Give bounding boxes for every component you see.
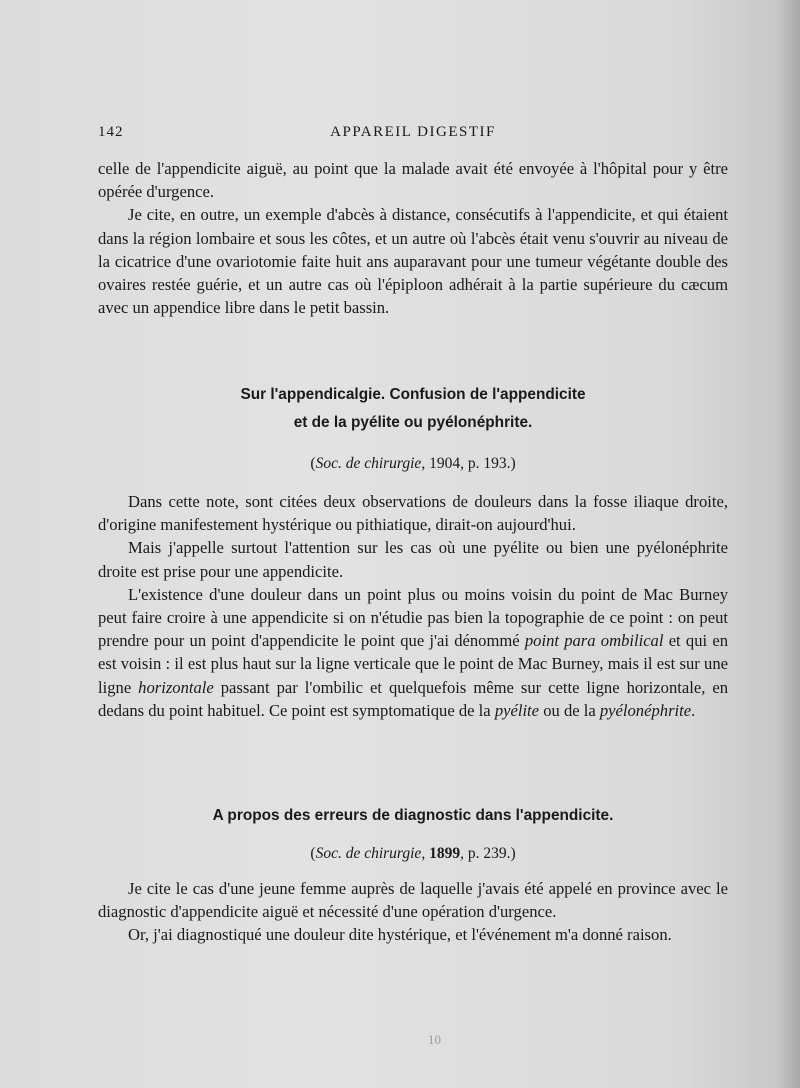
paragraph: Je cite le cas d'une jeune femme auprès de laquelle j'avais été appelé en province avec le diagnostic d'appendicite aiguë et nécessité d'une opération d'urgence. xyxy=(98,879,728,922)
section-1-text xyxy=(98,157,728,319)
paragraph: Mais j'appelle surtout l'attention sur les cas où une pyélite ou bien une pyélonéphrite droite est prise pour une appendicite. xyxy=(98,538,728,581)
citation xyxy=(98,455,728,473)
footer-mark: 10 xyxy=(428,1032,441,1047)
paragraph: Dans cette note, sont citées deux observations de douleurs dans la fosse iliaque droite, d'origine manifestement hystérique ou pithiatique, dirait-on aujourd'hui. xyxy=(98,492,728,535)
paragraph: celle de l'appendicite aiguë, au point que la malade avait été envoyée à l'hôpital pour y être opérée d'urgence. xyxy=(98,159,728,202)
heading-line-1: Sur l'appendicalgie. Confusion de l'appendicite xyxy=(240,386,586,403)
text-run: . xyxy=(691,700,696,720)
running-title: APPAREIL DIGESTIF xyxy=(330,124,496,140)
text-run: passant par l'ombilic et quelquefois même sur cette ligne horizontale, en dedans du point habituel. Ce point est symptomatique de la xyxy=(98,677,728,720)
paragraph: Je cite, en outre, un exemple d'abcès à distance, consécutifs à l'appendicite, et qui étaient dans la région lombaire et sous les côtes, et un autre où l'abcès était venu s'ouvrir au niveau de la cicatrice d'une ovariotomie faite huit ans auparavant pour une tumeur végétante double des ovaires restée guérie, et un autre cas où l'épiploon adhérait à la partie supérieure du cæcum avec un appendice libre dans le petit bassin. xyxy=(98,205,728,318)
italic-term: horizontale xyxy=(138,677,214,697)
text-run: et qui en est voisin : il est plus haut sur la ligne verticale que le point de Mac Burney, mais il est sur une ligne xyxy=(98,631,728,697)
paragraph xyxy=(98,583,728,722)
citation-journal: Soc. de chirurgie xyxy=(315,845,422,862)
heading-line: A propos des erreurs de diagnostic dans l'appendicite. xyxy=(212,807,614,824)
text-run: L'existence d'une douleur dans un point plus ou moins voisin du point de Mac Burney peut faire croire à une appendicite si on n'étudie pas bien la topographie de ce point : on peut prendre pour un point d'appendicite le point que j'ai dénommé xyxy=(98,584,728,651)
citation-open: ( xyxy=(310,845,316,862)
text-run: ou de la xyxy=(539,700,600,720)
citation-rest: , p. 239.) xyxy=(460,845,516,862)
section-2-text xyxy=(98,490,728,722)
section-heading xyxy=(98,381,728,437)
italic-term: point para ombilical xyxy=(524,631,664,651)
citation-open: ( xyxy=(310,455,316,472)
section-3-text xyxy=(98,877,728,947)
citation-comma: , xyxy=(421,845,430,862)
section-heading xyxy=(98,802,728,830)
page-number: 142 xyxy=(98,124,124,140)
citation-year: 1899 xyxy=(429,845,461,862)
citation xyxy=(98,845,728,863)
heading-line-2: et de la pyélite ou pyélonéphrite. xyxy=(293,414,533,431)
citation-rest: , 1904, p. 193.) xyxy=(421,455,516,472)
citation-journal: Soc. de chirurgie xyxy=(315,455,422,472)
italic-term: pyélite xyxy=(494,700,540,720)
paragraph: Or, j'ai diagnostiqué une douleur dite hystérique, et l'événement m'a donné raison. xyxy=(128,925,672,945)
page-header xyxy=(98,124,728,146)
italic-term: pyélonéphrite xyxy=(599,700,692,720)
